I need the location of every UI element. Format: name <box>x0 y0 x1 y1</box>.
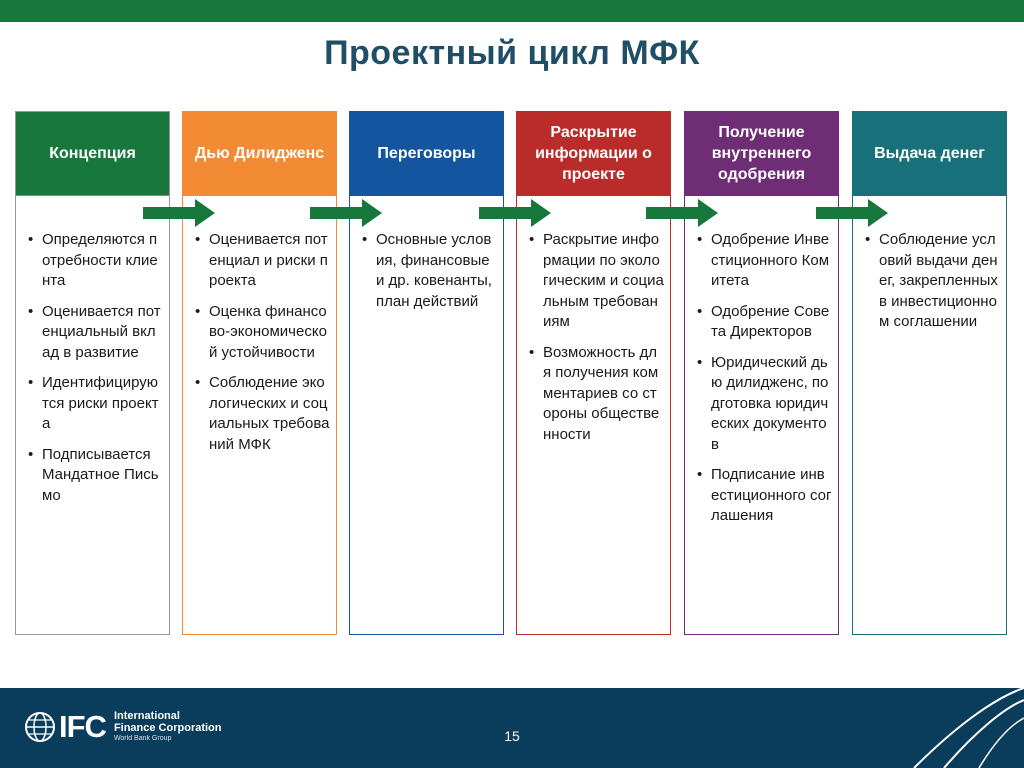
arrow-right-icon <box>816 199 888 227</box>
stage-header-label: Дью Дилидженс <box>194 145 325 162</box>
bullet-icon: • <box>697 466 703 483</box>
stage-column-disbursement <box>852 111 1007 635</box>
ifc-logo-text: IFC <box>59 709 106 744</box>
bullet-icon: • <box>529 231 535 248</box>
bullet-icon: • <box>28 374 34 391</box>
stage-header-label: Выдача денег <box>874 145 985 162</box>
stage-list-item: • Соблюдение условий выдачи денег, закрепленных в инвестиционном соглашении <box>865 231 998 330</box>
stage-list-item: • Подписание инвестиционного соглашения <box>697 466 832 524</box>
stage-body <box>350 195 503 634</box>
stage-header <box>685 112 838 195</box>
stage-header <box>517 112 670 195</box>
org-name-line2: Finance Corporation <box>113 722 222 734</box>
bullet-icon: • <box>195 302 201 320</box>
stage-header-label: Получение внутреннего одобрения <box>711 124 812 183</box>
stage-column-internal-approval <box>684 111 839 635</box>
bullet-icon: • <box>28 231 34 248</box>
stage-list-item: • Подписывается Мандатное Письмо <box>28 445 159 504</box>
page-number: 15 <box>504 728 520 744</box>
bullet-icon: • <box>697 302 703 320</box>
bullet-icon: • <box>865 231 871 248</box>
decorative-swoosh-icon <box>894 688 1024 768</box>
stage-body <box>16 195 169 634</box>
bullet-icon: • <box>28 445 34 463</box>
stage-list-item: • Оценивается потенциальный вклад в развитие <box>28 302 161 361</box>
arrow-right-icon <box>310 199 382 227</box>
stage-header <box>16 112 169 195</box>
stage-list-item: • Юридический дью дилидженс, подготовка юридических документов <box>697 353 829 453</box>
page-title: Проектный цикл МФК <box>324 34 700 72</box>
stage-header-label: Концепция <box>49 145 136 162</box>
org-name-line1: International <box>113 710 180 722</box>
stage-list-item: • Раскрытие информации по экологическим и социальным требованиям <box>529 231 664 330</box>
stage-body <box>853 195 1006 634</box>
stage-header <box>350 112 503 195</box>
stage-header-label: Переговоры <box>377 145 476 162</box>
stage-column-concept <box>15 111 170 635</box>
bullet-icon: • <box>28 302 34 320</box>
stage-body <box>685 195 838 634</box>
stage-column-due-diligence <box>182 111 337 635</box>
bullet-icon: • <box>697 353 703 371</box>
org-subtitle: World Bank Group <box>113 735 172 742</box>
stage-list-item: • Идентифицируются риски проекта <box>28 374 159 432</box>
bullet-icon: • <box>362 231 368 248</box>
bullet-icon: • <box>195 231 201 248</box>
bullet-icon: • <box>697 231 703 248</box>
stage-list-item: • Основные условия, финансовые и др. ковенанты, план действий <box>362 231 492 310</box>
stage-list-item: • Возможность для получения комментариев со стороны общественности <box>529 343 660 443</box>
stage-list-item: • Определяются потребности клиента <box>28 231 158 289</box>
bullet-icon: • <box>195 374 201 391</box>
stage-header <box>183 112 336 195</box>
footer-bar <box>0 688 1024 768</box>
bullet-icon: • <box>529 343 535 361</box>
arrow-right-icon <box>143 199 215 227</box>
stage-header <box>853 112 1006 195</box>
arrow-right-icon <box>479 199 551 227</box>
stage-header-label: Раскрытие информации о проекте <box>535 124 652 183</box>
stage-body <box>517 195 670 634</box>
stage-body <box>183 195 336 634</box>
stage-list-item: • Одобрение Совета Директоров <box>697 302 830 340</box>
top-accent-bar <box>0 0 1024 22</box>
stage-column-negotiations <box>349 111 504 635</box>
stage-list-item: • Соблюдение экологических и социальных требований МФК <box>195 374 330 453</box>
stage-list-item: • Оценка финансово-экономической устойчивости <box>195 302 327 361</box>
stage-list-item: • Одобрение Инвестиционного Комитета <box>697 231 830 289</box>
stage-column-disclosure <box>516 111 671 635</box>
stage-list-item: • Оценивается потенциал и риски проекта <box>195 231 328 289</box>
arrow-right-icon <box>646 199 718 227</box>
